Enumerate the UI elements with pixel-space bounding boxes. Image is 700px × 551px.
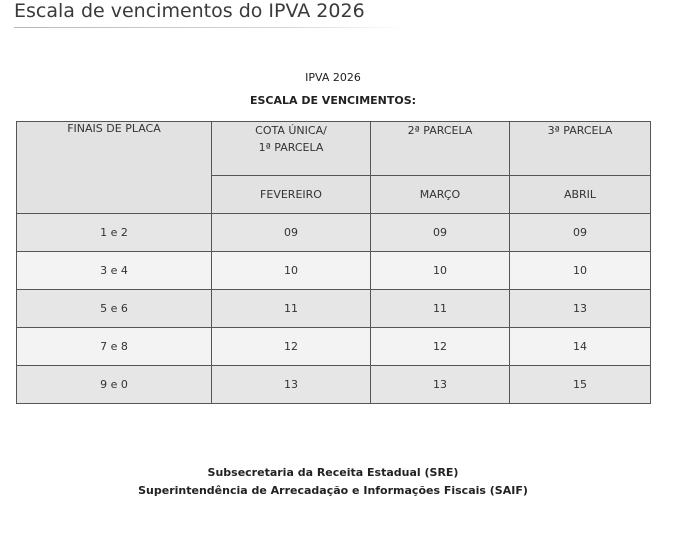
header-column-3	[510, 122, 651, 176]
due-day-cell: 12	[212, 328, 371, 366]
header-column-2-line1: 2ª PARCELA	[407, 124, 473, 137]
plate-endings-cell: 7 e 8	[17, 328, 212, 366]
due-day-cell: 11	[371, 290, 510, 328]
table-row	[17, 290, 651, 328]
table-row	[17, 366, 651, 404]
due-day-cell: 14	[510, 328, 651, 366]
due-day-cell: 09	[371, 214, 510, 252]
header-column-2	[371, 122, 510, 176]
document-subtitle: ESCALA DE VENCIMENTOS:	[249, 94, 417, 107]
plate-endings-cell: 9 e 0	[17, 366, 212, 404]
due-day-cell: 11	[212, 290, 371, 328]
table-row	[17, 252, 651, 290]
due-day-cell: 10	[212, 252, 371, 290]
due-day-cell: 13	[371, 366, 510, 404]
header-column-3-line1: 3ª PARCELA	[547, 124, 613, 137]
due-day-cell: 12	[371, 328, 510, 366]
header-plate-endings: FINAIS DE PLACA	[17, 122, 212, 214]
header-month-1: FEVEREIRO	[212, 176, 371, 214]
title-divider	[14, 27, 408, 28]
footer-superintendence-line: Superintendência de Arrecadação e Informações Fiscais (SAIF)	[138, 484, 528, 497]
due-day-cell: 09	[212, 214, 371, 252]
page-title: Escala de vencimentos do IPVA 2026	[14, 0, 365, 22]
header-month-2: MARÇO	[371, 176, 510, 214]
plate-endings-cell: 3 e 4	[17, 252, 212, 290]
table-row	[17, 214, 651, 252]
header-column-1	[212, 122, 371, 176]
due-day-cell: 13	[212, 366, 371, 404]
document-year-label: IPVA 2026	[305, 71, 361, 84]
footer-department-line: Subsecretaria da Receita Estadual (SRE)	[207, 466, 459, 479]
due-day-cell: 15	[510, 366, 651, 404]
due-date-schedule-table	[16, 121, 651, 404]
due-day-cell: 10	[510, 252, 651, 290]
plate-endings-cell: 5 e 6	[17, 290, 212, 328]
table-row	[17, 328, 651, 366]
due-day-cell: 13	[510, 290, 651, 328]
header-month-3: ABRIL	[510, 176, 651, 214]
header-column-1-line2: 1ª PARCELA	[258, 141, 324, 154]
header-column-1-line1: COTA ÚNICA/	[255, 124, 327, 137]
due-day-cell: 10	[371, 252, 510, 290]
due-day-cell: 09	[510, 214, 651, 252]
plate-endings-cell: 1 e 2	[17, 214, 212, 252]
